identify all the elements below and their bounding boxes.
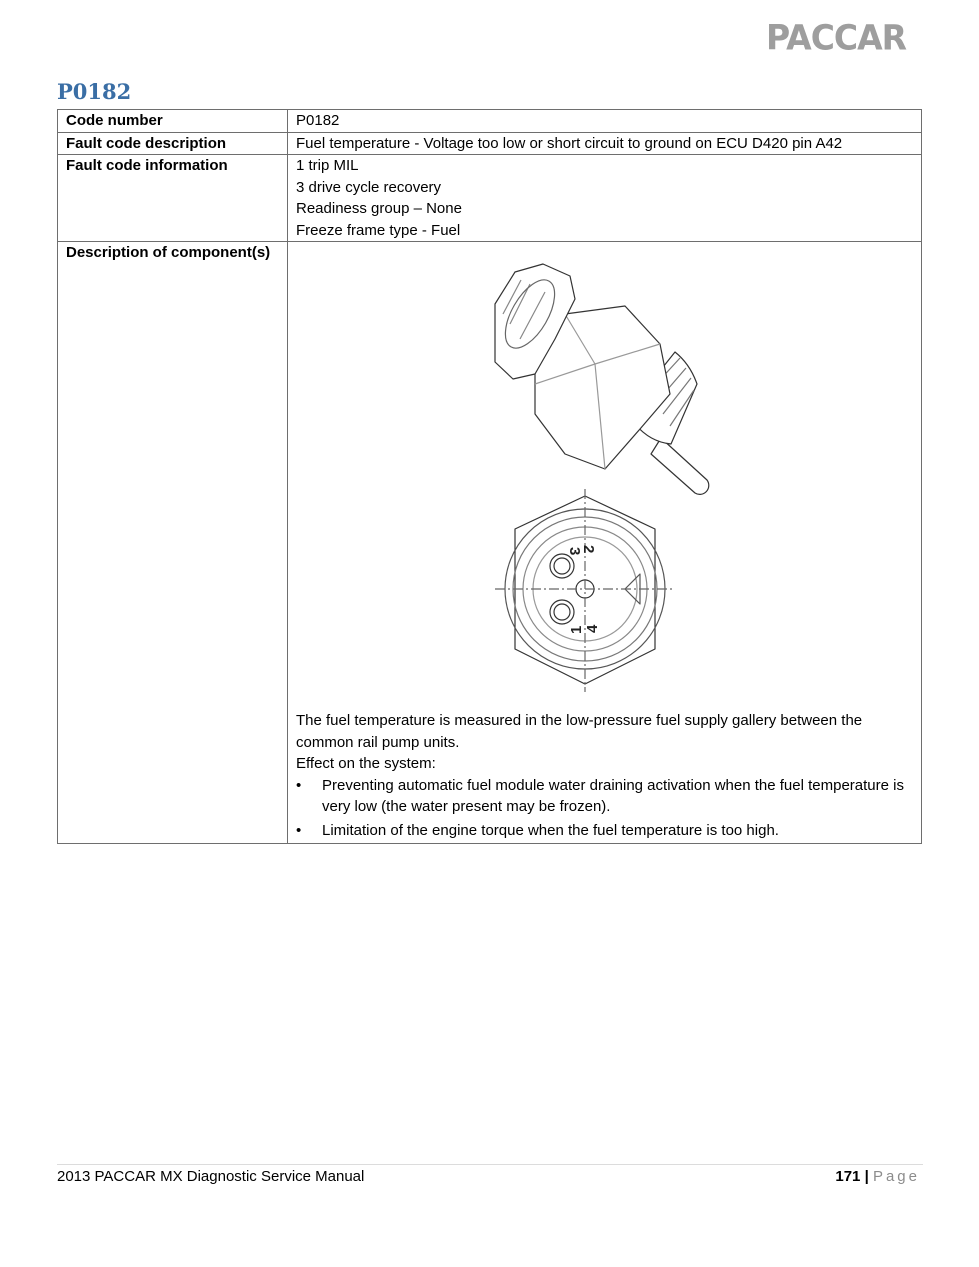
pin-label: 2 <box>579 545 597 554</box>
info-line: 3 drive cycle recovery <box>296 178 442 196</box>
code-number-label: Code number <box>58 110 288 133</box>
fault-information-label: Fault code information <box>58 155 288 242</box>
components-label: Description of component(s) <box>58 242 288 844</box>
list-item <box>296 775 913 818</box>
bullet-icon: • <box>296 776 302 794</box>
fault-description-value: Fuel temperature - Voltage too low or short circuit to ground on ECU D420 pin A42 <box>288 132 922 155</box>
list-item <box>296 820 913 842</box>
page-separator: | <box>864 1168 869 1185</box>
footer-divider <box>57 1164 923 1165</box>
table-row <box>58 110 922 133</box>
table-row <box>58 132 922 155</box>
pin-label: 1 <box>567 625 585 634</box>
effect-heading: Effect on the system: <box>296 755 436 772</box>
info-line: Readiness group – None <box>296 200 462 217</box>
footer-page-indicator <box>835 1168 920 1185</box>
info-line: 1 trip MIL <box>296 157 359 174</box>
fault-information-value <box>288 155 922 242</box>
components-value <box>288 242 922 844</box>
effect-text: Preventing automatic fuel module water draining activation when the fuel temperature is very low (the water present may be frozen). <box>322 776 904 815</box>
effect-text: Limitation of the engine torque when the fuel temperature is too high. <box>322 821 779 839</box>
page-title: P0182 <box>57 79 132 104</box>
code-number-value: P0182 <box>288 110 922 133</box>
fault-description-label: Fault code description <box>58 132 288 155</box>
effects-list <box>296 775 913 842</box>
component-description: The fuel temperature is measured in the low-pressure fuel supply gallery between the common rail pump units. <box>296 712 863 751</box>
pin-label: 3 <box>565 547 583 556</box>
footer-manual-title: 2013 PACCAR MX Diagnostic Service Manual <box>57 1168 365 1185</box>
bullet-icon: • <box>296 821 302 839</box>
table-row <box>58 242 922 844</box>
table-row <box>58 155 922 242</box>
pin-label: 4 <box>583 624 601 633</box>
page-number: 171 <box>835 1168 861 1185</box>
page-word: Page <box>872 1168 920 1185</box>
fuel-temperature-sensor-drawing <box>475 244 735 694</box>
fault-code-table <box>57 109 922 844</box>
paccar-logo: PACCAR <box>766 17 907 58</box>
info-line: Freeze frame type - Fuel <box>296 221 461 239</box>
